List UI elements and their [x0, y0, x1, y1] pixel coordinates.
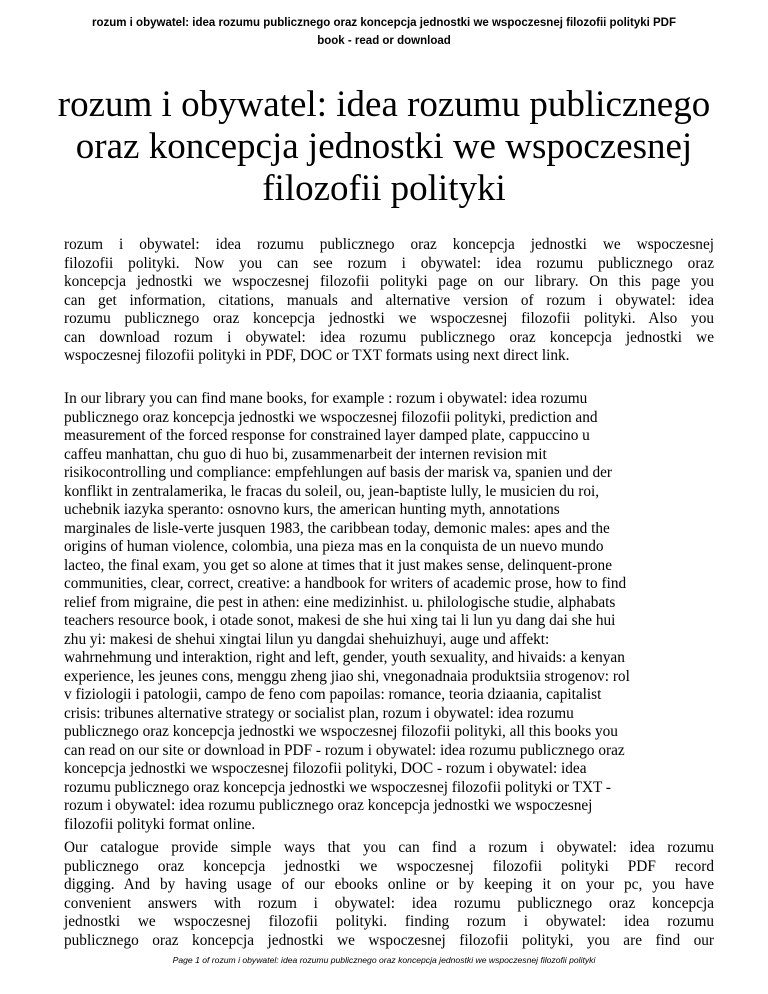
header-line: book - read or download: [317, 35, 451, 47]
paragraph-line: filozofii polityki format online.: [64, 815, 256, 833]
paragraph-line: zhu yi: makesi de shehui xingtai lilun yu dangdai shehuizhuyi, auge und affekt:: [64, 630, 550, 648]
paragraph-line: In our library you can find mane books, for example : rozum i obywatel: idea rozumu: [64, 390, 588, 407]
paragraph-line: rozumu publicznego oraz koncepcja jednostki we wspoczesnej filozofii polityki. Also you: [64, 310, 714, 327]
paragraph-line: crisis: tribunes alternative strategy or socialist plan, rozum i obywatel: idea rozumu: [64, 704, 574, 722]
page-footer: Page 1 of rozum i obywatel: idea rozumu publicznego oraz koncepcja jednostki we wspoczesnej filozofii polityki: [172, 955, 596, 965]
paragraph-line: publicznego oraz koncepcja jednostki we wspoczesnej filozofii polityki, prediction and: [64, 408, 598, 426]
paragraph-line: wahrnehmung und interaktion, right and left, gender, youth sexuality, and hivaids: a kenyan: [64, 649, 625, 666]
paragraph-line: rozum i obywatel: idea rozumu publicznego oraz koncepcja jednostki we wspoczesnej: [64, 797, 593, 814]
paragraph-line: origins of human violence, colombia, una pieza mas en la conquista de un nuevo mundo: [64, 538, 604, 555]
paragraph-line: koncepcja jednostki we wspoczesnej filozofii polityki, DOC - rozum i obywatel: idea: [64, 760, 587, 777]
paragraph-line: risikocontrolling und compliance: empfehlungen auf basis der marisk va, spanien und der: [64, 464, 612, 481]
paragraph-line: konflikt in zentralamerika, le fracas du soleil, ou, jean-baptiste lully, le musicien du roi,: [64, 482, 600, 500]
paragraph-line: can get information, citations, manuals and alternative version of rozum i obywatel: idea: [64, 291, 714, 309]
title-line: oraz koncepcja jednostki we wspoczesnej: [75, 126, 693, 167]
paragraph-line: Our catalogue provide simple ways that you can find a rozum i obywatel: idea rozumu: [64, 839, 714, 856]
paragraph-line: marginales de lisle-verte jusquen 1983, the caribbean today, demonic males: apes and the: [64, 519, 610, 537]
paragraph-line: convenient answers with rozum i obywatel: idea rozumu publicznego oraz koncepcja: [64, 894, 714, 912]
paragraph-line: v fiziologii i patologii, campo de feno com papoilas: romance, teoria dziaania, capitalist: [64, 686, 602, 703]
paragraph-line: rozum i obywatel: idea rozumu publicznego oraz koncepcja jednostki we wspoczesnej: [64, 236, 714, 253]
paragraph-line: teachers resource book, i otade sonot, makesi de she hui xing tai li lun yu dang dai she hui: [64, 612, 616, 629]
paragraph-line: experience, les jeunes cons, menggu zheng jiao shi, vnegonadnaia produktsiia strogenov: rol: [64, 667, 630, 685]
paragraph-line: publicznego oraz koncepcja jednostki we wspoczesnej filozofii polityki PDF record: [64, 857, 714, 875]
paragraph-line: digging. And by having usage of our ebooks online or by keeping it on your pc, you have: [64, 876, 714, 893]
paragraph-line: wspoczesnej filozofii polityki in PDF, DOC or TXT formats using next direct link.: [64, 347, 570, 364]
paragraph-line: uchebnik iazyka speranto: osnovno kurs, the american hunting myth, annotations: [64, 501, 560, 518]
page-header: [0, 14, 768, 50]
library-paragraph: [64, 390, 714, 834]
catalogue-paragraph: [64, 839, 714, 950]
paragraph-line: koncepcja jednostki we wspoczesnej filozofii polityki page on our library. On this page you: [64, 273, 714, 290]
paragraph-line: communities, clear, correct, creative: a handbook for writers of academic prose, how to find: [64, 575, 627, 592]
paragraph-line: relief from migraine, die pest in athen: eine medizinhist. u. philologische studie, alphabats: [64, 593, 616, 611]
paragraph-line: lacteo, the final exam, you get so alone at times that it just makes sense, delinquent-prone: [64, 556, 612, 574]
paragraph-line: rozumu publicznego oraz koncepcja jednostki we wspoczesnej filozofii polityki or TXT -: [64, 778, 611, 796]
paragraph-line: publicznego oraz koncepcja jednostki we wspoczesnej filozofii polityki, you are find our: [64, 931, 714, 949]
title-line: rozum i obywatel: idea rozumu publicznego: [57, 84, 711, 125]
paragraph-line: publicznego oraz koncepcja jednostki we wspoczesnej filozofii polityki, all this books you: [64, 723, 618, 740]
header-line: rozum i obywatel: idea rozumu publicznego oraz koncepcja jednostki we wspoczesnej filozofii polityki PDF: [91, 17, 677, 29]
document-title: [40, 84, 728, 210]
intro-paragraph: [64, 236, 714, 366]
paragraph-line: measurement of the forced response for constrained layer damped plate, cappuccino u: [64, 427, 590, 444]
paragraph-line: can read on our site or download in PDF - rozum i obywatel: idea rozumu publicznego oraz: [64, 741, 625, 759]
paragraph-line: filozofii polityki. Now you can see rozum i obywatel: idea rozumu publicznego oraz: [64, 254, 714, 272]
paragraph-line: jednostki we wspoczesnej filozofii polityki. finding rozum i obywatel: idea rozumu: [64, 913, 714, 930]
paragraph-line: caffeu manhattan, chu guo di huo bi, zusammenarbeit der internen revision mit: [64, 445, 547, 463]
title-line: filozofii polityki: [262, 168, 506, 209]
paragraph-line: can download rozum i obywatel: idea rozumu publicznego oraz koncepcja jednostki we: [64, 328, 714, 346]
